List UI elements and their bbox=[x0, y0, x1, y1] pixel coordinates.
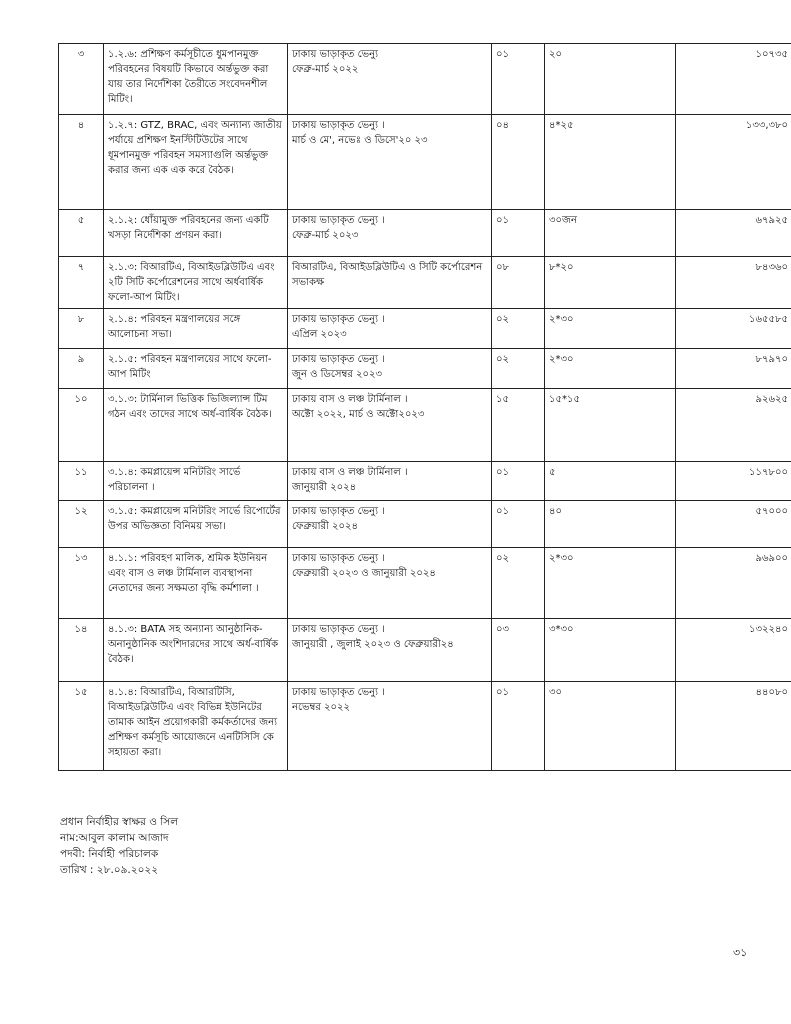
table-row bbox=[59, 44, 791, 115]
count-cell: ০৩ bbox=[492, 619, 545, 682]
amount-cell: ৮৪৩৬০ bbox=[676, 257, 791, 309]
table-row bbox=[59, 210, 791, 257]
table-row bbox=[59, 309, 791, 349]
amount-cell: ৫৭০০০ bbox=[676, 501, 791, 548]
amount-cell: ১৬৫৫৮৫ bbox=[676, 309, 791, 349]
participants-cell: ২*৩০ bbox=[545, 309, 676, 349]
participants-cell: ৩০জন bbox=[545, 210, 676, 257]
amount-cell: ১০৭৩৫ bbox=[676, 44, 791, 115]
page-number: ৩১ bbox=[733, 946, 748, 959]
activity-cell: ৩.১.৪: কমপ্লায়েন্স মনিটরিং সার্ভে পরিচালনা । bbox=[104, 462, 288, 501]
participants-cell: ৫ bbox=[545, 462, 676, 501]
activity-cell: ৪.১.৩: BATA সহ অন্যান্য আনুষ্ঠানিক-অনানুষ্ঠানিক অংশিদারদের সাথে অর্ধ-বার্ষিক বৈঠক। bbox=[104, 619, 288, 682]
venue-time-cell: ঢাকায় ভাড়াকৃত ভেন্যু ফেব্রু-মার্চ ২০২২ bbox=[288, 44, 492, 115]
activity-cell: ১.২.৬: প্রশিক্ষণ কর্মসূচীতে ধুমপানমুক্ত পরিবহনের বিষয়টি কিভাবে অর্ন্তভুক্ত করা যায় তার নির্দেশিকা তৈরীতে সংবেদনশীল মিটিং। bbox=[104, 44, 288, 115]
activity-cell: ২.১.৩: বিআরটিএ, বিআইডব্লিউটিএ এবং ২টি সিটি কর্পোরেশনের সাথে অর্ধবার্ষিক ফলো-আপ মিটিং। bbox=[104, 257, 288, 309]
serial-cell: ১০ bbox=[59, 389, 104, 462]
venue-time-cell: বিআরটিএ, বিআইডব্লিউটিএ ও সিটি কর্পোরেশন সভাকক্ষ bbox=[288, 257, 492, 309]
count-cell: ০১ bbox=[492, 462, 545, 501]
participants-cell: ১৫*১৫ bbox=[545, 389, 676, 462]
serial-cell: ৯ bbox=[59, 349, 104, 389]
count-cell: ০১ bbox=[492, 501, 545, 548]
venue-time-cell: ঢাকায় ভাড়াকৃত ভেন্যু । মার্চ ও মে', নভেঃ ও ডিসে'২০ ২৩ bbox=[288, 115, 492, 210]
venue-time-cell: ঢাকায় ভাড়াকৃত ভেন্যু । এপ্রিল ২০২৩ bbox=[288, 309, 492, 349]
table-body bbox=[59, 44, 791, 771]
count-cell: ০৮ bbox=[492, 257, 545, 309]
participants-cell: ৩০ bbox=[545, 682, 676, 771]
participants-cell: ২*৩০ bbox=[545, 349, 676, 389]
count-cell: ০১ bbox=[492, 210, 545, 257]
table-row bbox=[59, 462, 791, 501]
participants-cell: ৪*২৫ bbox=[545, 115, 676, 210]
budget-table bbox=[58, 43, 791, 771]
table-row bbox=[59, 619, 791, 682]
serial-cell: ৮ bbox=[59, 309, 104, 349]
amount-cell: ৮৭৯৭০ bbox=[676, 349, 791, 389]
participants-cell: ৮*২০ bbox=[545, 257, 676, 309]
serial-cell: ৭ bbox=[59, 257, 104, 309]
amount-cell: ৯৬৯০০ bbox=[676, 548, 791, 619]
amount-cell: ৪৪০৮০ bbox=[676, 682, 791, 771]
participants-cell: ২০ bbox=[545, 44, 676, 115]
table-row bbox=[59, 349, 791, 389]
signature-title: প্রধান নির্বাহীর স্বাক্ষর ও সিল bbox=[60, 816, 179, 828]
signatory-designation: পদবী: নির্বাহী পরিচালক bbox=[60, 848, 159, 860]
participants-cell: ৪০ bbox=[545, 501, 676, 548]
count-cell: ০৪ bbox=[492, 115, 545, 210]
signatory-name: নাম:আবুল কালাম আজাদ bbox=[60, 832, 169, 844]
activity-cell: ৩.১.৩: টার্মিনাল ভিত্তিক ভিজিল্যান্স টিম গঠন এবং তাদের সাথে অর্ধ-বার্ষিক বৈঠক। bbox=[104, 389, 288, 462]
serial-cell: ৩ bbox=[59, 44, 104, 115]
count-cell: ১৫ bbox=[492, 389, 545, 462]
serial-cell: ৫ bbox=[59, 210, 104, 257]
count-cell: ০১ bbox=[492, 682, 545, 771]
table-row bbox=[59, 257, 791, 309]
amount-cell: ১৩২২৪০ bbox=[676, 619, 791, 682]
activity-cell: ২.১.৫: পরিবহন মন্ত্রণালয়ের সাথে ফলো-আপ মিটিং bbox=[104, 349, 288, 389]
venue-time-cell: ঢাকায় ভাড়াকৃত ভেন্যু । জানুয়ারী , জুলাই ২০২৩ ও ফেব্রুয়ারী২৪ bbox=[288, 619, 492, 682]
activity-cell: ৪.১.১: পরিবহণ মালিক, শ্রমিক ইউনিয়ন এবং বাস ও লঞ্চ টার্মিনাল ব্যবস্থাপনা নেতাদের জন্য সক্ষমতা বৃদ্ধি কর্মশালা । bbox=[104, 548, 288, 619]
serial-cell: ১২ bbox=[59, 501, 104, 548]
table-row bbox=[59, 389, 791, 462]
amount-cell: ৯২৬২৫ bbox=[676, 389, 791, 462]
venue-time-cell: ঢাকায় ভাড়াকৃত ভেন্যু । জুন ও ডিসেম্বর ২০২৩ bbox=[288, 349, 492, 389]
amount-cell: ১১৭৮০০ bbox=[676, 462, 791, 501]
activity-cell: ২.১.২: ধোঁয়ামুক্ত পরিবহনের জন্য একটি খসড়া নির্দেশিকা প্রণয়ন করা। bbox=[104, 210, 288, 257]
venue-time-cell: ঢাকায় ভাড়াকৃত ভেন্যু । নভেম্বর ২০২২ bbox=[288, 682, 492, 771]
table-row bbox=[59, 501, 791, 548]
table-row bbox=[59, 548, 791, 619]
venue-time-cell: ঢাকায় বাস ও লঞ্চ টার্মিনাল । অক্টো ২০২২, মার্চ ও অক্টো২০২৩ bbox=[288, 389, 492, 462]
venue-time-cell: ঢাকায় ভাড়াকৃত ভেন্যু । ফেব্রুয়ারী ২০২৩ ও জানুয়ারী ২০২৪ bbox=[288, 548, 492, 619]
activity-cell: ৪.১.৪: বিআরটিএ, বিআরটিসি, বিআইডব্লিউটিএ এবং বিভিন্ন ইউনিটের তামাক আইন প্রয়োগকারী কর্মকর্তাদের জন্য প্রশিক্ষণ কর্মসূচি আয়োজনে এনটিসিসি কে সহায়তা করা। bbox=[104, 682, 288, 771]
serial-cell: ১৪ bbox=[59, 619, 104, 682]
count-cell: ০২ bbox=[492, 349, 545, 389]
count-cell: ০২ bbox=[492, 548, 545, 619]
count-cell: ০২ bbox=[492, 309, 545, 349]
venue-time-cell: ঢাকায় ভাড়াকৃত ভেন্যু । ফেব্রু-মার্চ ২০২৩ bbox=[288, 210, 492, 257]
signature-date: তারিখ : ২৮.০৯.২০২২ bbox=[60, 864, 159, 876]
amount-cell: ১৩৩,৩৮০ bbox=[676, 115, 791, 210]
venue-time-cell: ঢাকায় বাস ও লঞ্চ টার্মিনাল । জানুয়ারী ২০২৪ bbox=[288, 462, 492, 501]
venue-time-cell: ঢাকায় ভাড়াকৃত ভেন্যু । ফেব্রুয়ারী ২০২৪ bbox=[288, 501, 492, 548]
signature-block bbox=[60, 814, 178, 878]
serial-cell: ১৩ bbox=[59, 548, 104, 619]
table-row bbox=[59, 682, 791, 771]
serial-cell: ১১ bbox=[59, 462, 104, 501]
activity-cell: ২.১.৪: পরিবহন মন্ত্রণালয়ের সঙ্গে আলোচনা সভা। bbox=[104, 309, 288, 349]
participants-cell: ৩*৩০ bbox=[545, 619, 676, 682]
table-row bbox=[59, 115, 791, 210]
activity-cell: ১.২.৭: GTZ, BRAC, এবং অন্যান্য জাতীয় পর্যায়ে প্রশিক্ষণ ইনস্টিটিউটের সাথে ধূমপানমুক্ত পরিবহন সমস্যাগুলি অর্ন্তভুক্ত করার জন্য এক এক করে বৈঠক। bbox=[104, 115, 288, 210]
activity-cell: ৩.১.৫: কমপ্লায়েন্স মনিটরিং সার্ভে রিপোর্টের উপর অভিজ্ঞতা বিনিময় সভা। bbox=[104, 501, 288, 548]
serial-cell: ১৫ bbox=[59, 682, 104, 771]
amount-cell: ৬৭৯২৫ bbox=[676, 210, 791, 257]
participants-cell: ২*৩০ bbox=[545, 548, 676, 619]
count-cell: ০১ bbox=[492, 44, 545, 115]
serial-cell: ৪ bbox=[59, 115, 104, 210]
